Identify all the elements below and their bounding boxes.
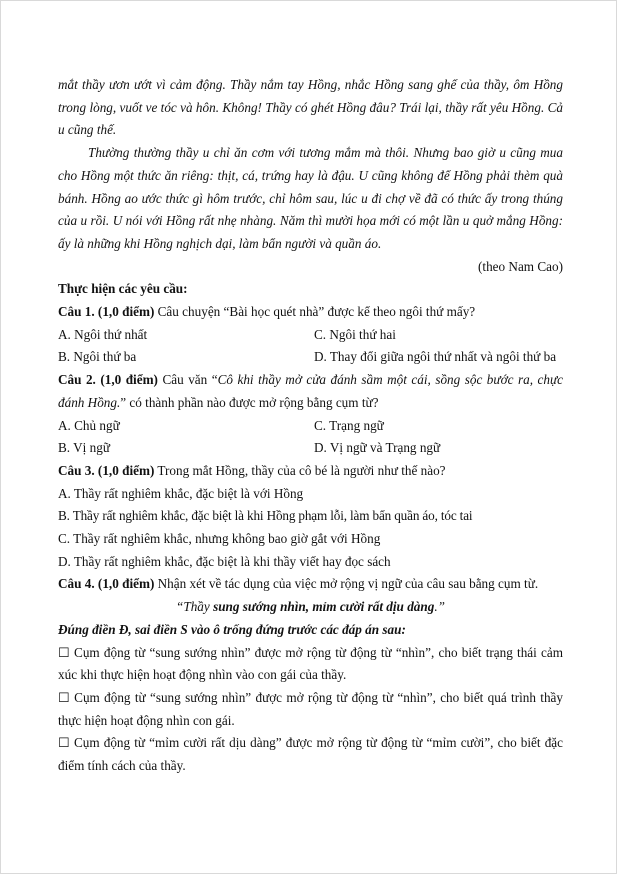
question-1-options-row-1	[58, 324, 563, 347]
q3-option-c: C. Thầy rất nghiêm khắc, nhưng không bao giờ gắt với Hồng	[58, 531, 381, 547]
question-2-options-row-1	[58, 415, 563, 438]
passage-paragraph-1: mắt thầy ươn ướt vì cảm động. Thầy nắm tay Hồng, nhắc Hồng sang ghế của thầy, ôm Hồng trong lòng, vuốt ve tóc và hôn. Không! Thầy có ghét Hồng đâu? Trái lại, thầy rất yêu Hồng. Cả u cũng thế.	[58, 77, 563, 138]
question-4-quote: “Thầy sung sướng nhìn, mỉm cười rất dịu dàng.”	[176, 599, 445, 615]
q1-option-c: C. Ngôi thứ hai	[314, 326, 396, 342]
q2-option-b: B. Vị ngữ	[58, 440, 110, 456]
question-3-text: Trong mắt Hồng, thầy của cô bé là người như thế nào?	[154, 462, 446, 478]
q2-option-c: C. Trạng ngữ	[314, 417, 384, 433]
passage-source: (theo Nam Cao)	[478, 258, 563, 274]
q3-option-a: A. Thầy rất nghiêm khắc, đặc biệt là với Hồng	[58, 485, 304, 501]
q1-option-d: D. Thay đổi giữa ngôi thứ nhất và ngôi thứ ba	[314, 349, 557, 365]
question-4-instruction: Đúng điền Đ, sai điền S vào ô trống đứng trước các đáp án sau:	[58, 621, 406, 637]
q1-option-a: A. Ngôi thứ nhất	[58, 326, 148, 342]
question-4	[58, 573, 563, 596]
question-2-quote: Cô khi thầy mở cửa đánh sầm một cái, sồng sộc bước ra, chực đánh Hồng.	[58, 372, 563, 410]
q2-option-d: D. Vị ngữ và Trạng ngữ	[314, 440, 441, 456]
question-2: Câu 2. (1,0 điểm) Câu văn “Cô khi thầy mở cửa đánh sầm một cái, sồng sộc bước ra, chực đánh Hồng.” có thành phần nào được mở rộng bằng cụm từ?	[58, 372, 563, 410]
question-1-options-row-2	[58, 346, 563, 369]
q3-option-d: D. Thầy rất nghiêm khắc, đặc biệt là khi thầy viết hay đọc sách	[58, 553, 391, 569]
requirements-heading: Thực hiện các yêu cầu:	[58, 281, 188, 297]
question-3	[58, 460, 563, 483]
q3-option-b: B. Thầy rất nghiêm khắc, đặc biệt là khi Hồng phạm lỗi, làm bẩn quần áo, tóc tai	[58, 508, 473, 524]
q4-item-1[interactable]: ☐ Cụm động từ “sung sướng nhìn” được mở rộng từ động từ “nhìn”, cho biết trạng thái cảm xúc khi thực hiện hoạt động nhìn vào con gái của thầy.	[58, 644, 563, 683]
question-2-label: Câu 2. (1,0 điểm)	[58, 372, 158, 388]
q4-item-2[interactable]: ☐ Cụm động từ “sung sướng nhìn” được mở rộng từ động từ “nhìn”, cho biết quá trình thầy thực hiện hoạt động nhìn con gái.	[58, 689, 563, 728]
document-content	[58, 74, 563, 778]
q2-option-a: A. Chủ ngữ	[58, 417, 120, 433]
question-4-label: Câu 4. (1,0 điểm)	[58, 576, 155, 592]
question-1	[58, 301, 563, 324]
question-1-text: Câu chuyện “Bài học quét nhà” được kể theo ngôi thứ mấy?	[154, 304, 476, 320]
question-2-options-row-2	[58, 437, 563, 460]
passage-paragraph-2: Thường thường thầy u chỉ ăn cơm với tương mắm mà thôi. Nhưng bao giờ u cũng mua cho Hồng một thức ăn riêng: thịt, cá, trứng hay là đậu. U cũng không để Hồng phải thèm quà bánh. Hồng ao ước thức gì hôm trước, chỉ hôm sau, lúc u đi chợ về đã có thức ấy trong thúng của u rồi. U nói với Hồng rất nhẹ nhàng. Năm thì mười họa mới có một lần u quở mắng Hồng: ấy là những khi Hồng nghịch dại, làm bẩn người và quần áo.	[58, 145, 563, 251]
question-3-label: Câu 3. (1,0 điểm)	[58, 462, 155, 478]
q1-option-b: B. Ngôi thứ ba	[58, 349, 137, 365]
q4-item-3[interactable]: ☐ Cụm động từ “mỉm cười rất dịu dàng” được mở rộng từ động từ “mỉm cười”, cho biết đặc điểm tính cách của thầy.	[58, 735, 563, 774]
question-4-text: Nhận xét về tác dụng của việc mở rộng vị ngữ của câu sau bằng cụm từ.	[154, 576, 539, 592]
question-1-label: Câu 1. (1,0 điểm)	[58, 304, 155, 320]
